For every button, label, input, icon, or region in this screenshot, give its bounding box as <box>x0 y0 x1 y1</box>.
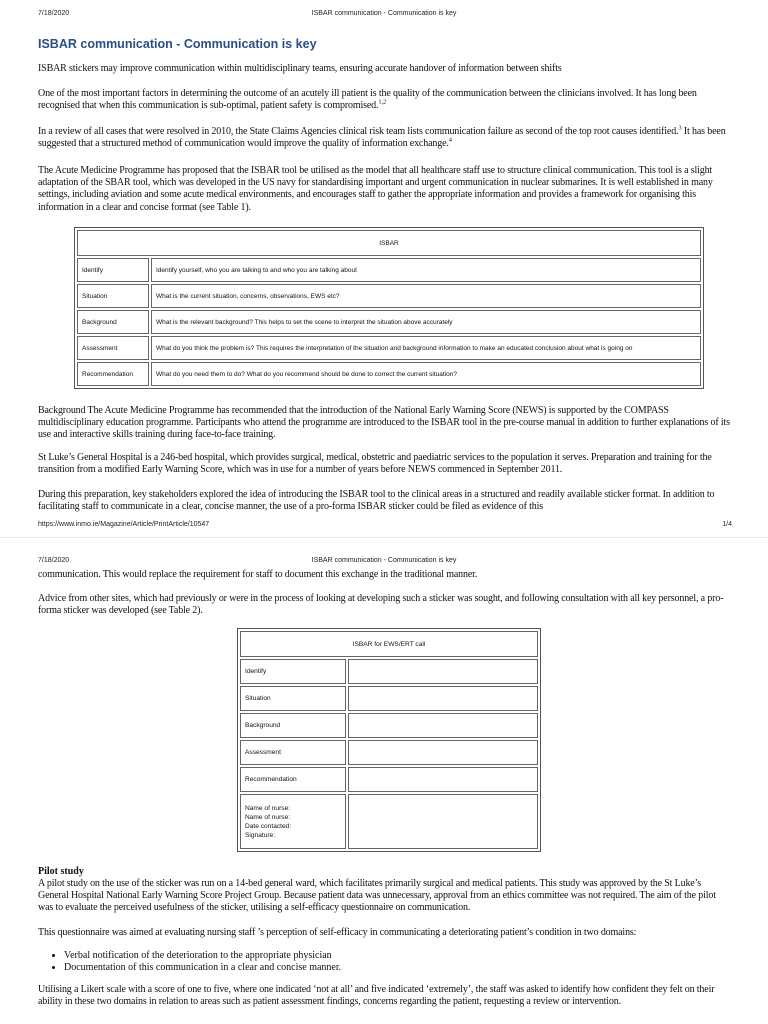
table-row: Recommendation <box>240 767 538 792</box>
article-title: ISBAR communication - Communication is key <box>38 37 317 51</box>
paragraph-3: The Acute Medicine Programme has proposed that the ISBAR tool be utilised as the model that all healthcare staff use to structure clinical communication. This tool is a slight adaptation of the SBAR tool, which was developed in the US navy for standardising important and urgent communication in nuclear submarines. It is well established in many settings, including aviation and some acute medical environments, and encourages staff to gather the appropriate information and provides a framework for organising this information in a clear and concise format (see Table 1). <box>38 165 713 213</box>
section-heading-pilot: Pilot study <box>38 866 84 877</box>
header-date: 7/18/2020 <box>38 557 70 564</box>
paragraph-2: In a review of all cases that were resolved in 2010, the State Claims Agencies clinical risk team lists communication failure as second of the top root causes identified.$^3$ It has been suggested that a structured method of communication would improve the quality of information exchange.$^4$ <box>38 124 726 150</box>
table-row: Background <box>240 713 538 738</box>
table-row: Assessment <box>240 740 538 765</box>
list-item: • Documentation of this communication in a clear and concise manner. <box>64 962 341 974</box>
intro-paragraph: ISBAR stickers may improve communication within multidisciplinary teams, ensuring accurate handover of information between shifts <box>38 63 562 74</box>
page-header-2 <box>0 555 768 569</box>
page-header <box>0 8 768 22</box>
table-header: ISBAR <box>77 230 701 256</box>
paragraph-10: This questionnaire was aimed at evaluating nursing staff ’s perception of self-efficacy in communicating a deteriorating patient’s condition in two domains: <box>38 927 637 938</box>
isbar-table <box>74 227 704 389</box>
paragraph-8: Advice from other sites, which had previously or were in the process of looking at developing such a sticker was sought, and following consultation with all key personnel, a pro-forma sticker was developed (see Table 2). <box>38 593 724 617</box>
page-divider <box>0 537 768 538</box>
paragraph-7: communication. This would replace the requirement for staff to document this exchange in the traditional manner. <box>38 569 478 580</box>
table-row: Situation What is the current situation, concerns, observations, EWS etc? <box>77 284 701 308</box>
table-header: ISBAR for EWS/ERT call <box>240 631 538 657</box>
paragraph-11: Utilising a Likert scale with a score of one to five, where one indicated ‘not at all’ and five indicated ‘extremely’, the staff was asked to identify how confident they felt on their ability in these two domains in relation to areas such as patient assessment findings, concerns regarding the patient, requesting a review or intervention. <box>38 984 715 1008</box>
bullet-list <box>38 950 341 974</box>
isbar-sticker-table <box>237 628 541 852</box>
header-title: ISBAR communication - Communication is key <box>311 557 457 564</box>
paragraph-5: St Luke’s General Hospital is a 246-bed hospital, which provides surgical, medical, obstetric and paediatric services to the population it serves. Preparation and training for the transition from a modified Early Warning Score, which was in use for a number of years before NEWS commenced in September 2011. <box>38 452 712 476</box>
paragraph-9: A pilot study on the use of the sticker was run on a 14-bed general ward, which facilitates primarily surgical and medical patients. This study was approved by the St Luke’s General Hospital National Early Warning Score Project Group. Because patient data was unnecessary, approval from an ethics committee was not required. The aim of the pilot was to evaluate the perceived usefulness of the sticker, utilising a self-efficacy questionnaire on communication. <box>38 878 716 914</box>
table-row: Identify <box>240 659 538 684</box>
paragraph-6: During this preparation, key stakeholders explored the idea of introducing the ISBAR tool to the clinical areas in a structured and readily available sticker format. In addition to facilitating staff to communicate in a clear, concise manner, the use of a pro-forma ISBAR sticker could be filed as evidence of this <box>38 489 715 513</box>
table-row-signoff: Name of nurse: Name of nurse: Date contacted: Signature: <box>240 794 538 849</box>
table-row: Situation <box>240 686 538 711</box>
footer-url[interactable]: https://www.inmo.ie/Magazine/Article/PrintArticle/10547 <box>38 521 210 528</box>
table-row: Identify Identify yourself, who you are talking to and who you are talking about <box>77 258 701 282</box>
table-row: Background What is the relevant background? This helps to set the scene to interpret the situation above accurately <box>77 310 701 334</box>
list-item: • Verbal notification of the deterioration to the appropriate physician <box>64 950 341 962</box>
header-title: ISBAR communication - Communication is key <box>311 10 457 17</box>
paragraph-1: One of the most important factors in determining the outcome of an acutely ill patient is the quality of the communication between the clinicians involved. It has long been recognised that when this communication is sub-optimal, patient safety is compromised.$^{1,2}$ <box>38 88 697 112</box>
page-footer <box>0 519 768 533</box>
footer-page-number: 1/4 <box>722 521 732 528</box>
paragraph-4: Background The Acute Medicine Programme has recommended that the introduction of the National Early Warning Score (NEWS) is supported by the COMPASS multidisciplinary education programme. Participants who attend the programme are introduced to the ISBAR tool in the pre-course manual in addition to further explanations of its use and interactive skills training during face-to-face training. <box>38 405 730 441</box>
table-row: Recommendation What do you need them to do? What do you recommend should be done to correct the current situation? <box>77 362 701 386</box>
table-row: Assessment What do you think the problem is? This requires the interpretation of the situation and background information to make an educated conclusion about what is going on <box>77 336 701 360</box>
header-date: 7/18/2020 <box>38 10 70 17</box>
